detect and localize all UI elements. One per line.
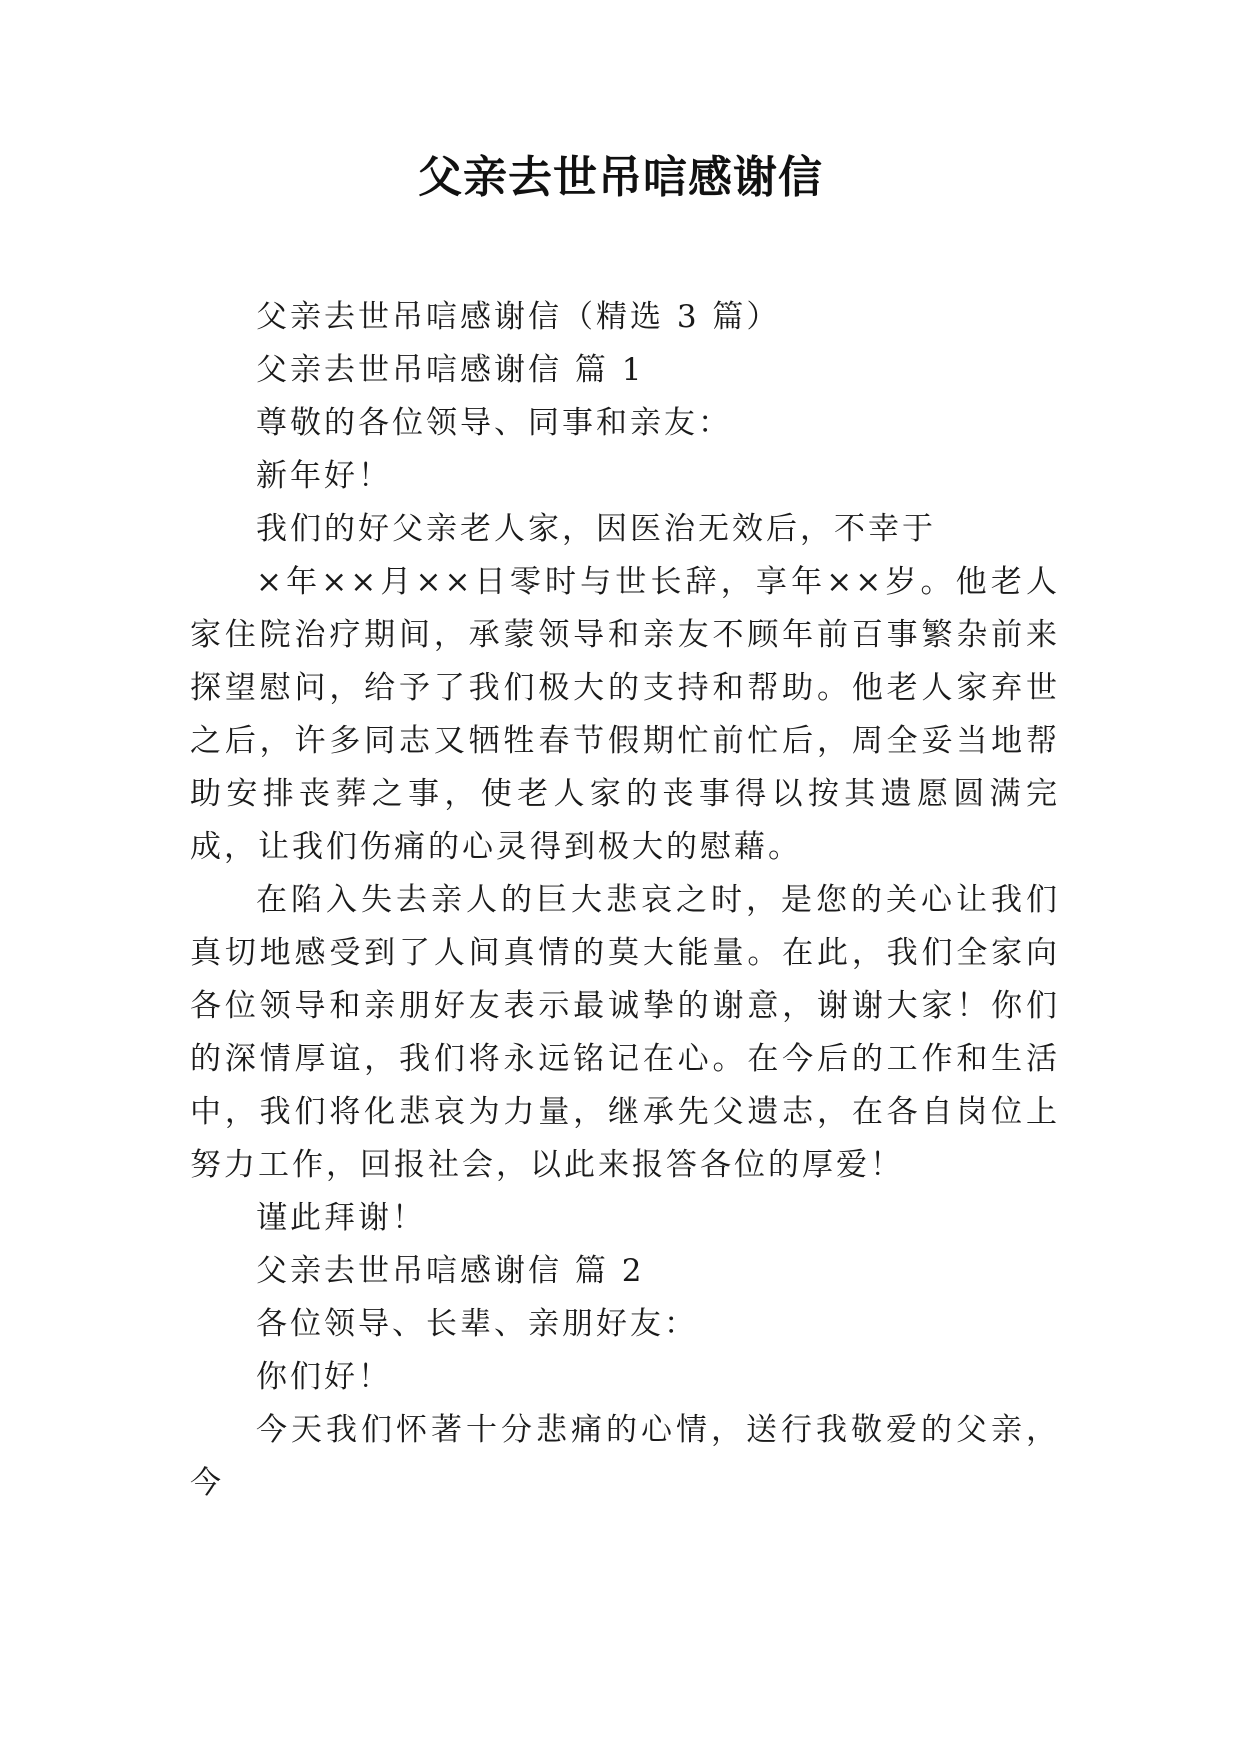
body-paragraph: ×年××月××日零时与世长辞，享年××岁。他老人家住院治疗期间，承蒙领导和亲友不顾年前百事繁杂前来探望慰问，给予了我们极大的支持和帮助。他老人家弃世之后，许多同志又牺牲春节假期忙前忙后，周全妥当地帮助安排丧葬之事，使老人家的丧事得以按其遗愿圆满完成，让我们伤痛的心灵得到极大的慰藉。 xyxy=(190,564,1060,865)
body-paragraph: 今天我们怀著十分悲痛的心情，送行我敬爱的父亲，今 xyxy=(190,1412,1060,1501)
section-heading-2: 父亲去世吊唁感谢信 篇 2 xyxy=(256,1253,645,1289)
salutation-2: 各位领导、长辈、亲朋好友： xyxy=(256,1306,698,1342)
document-title: 父亲去世吊唁感谢信 xyxy=(418,152,823,203)
greeting-2: 你们好！ xyxy=(256,1359,392,1395)
body-paragraph: 我们的好父亲老人家，因医治无效后，不幸于 xyxy=(256,511,936,547)
body-paragraph: 在陷入失去亲人的巨大悲哀之时，是您的关心让我们真切地感受到了人间真情的莫大能量。在此，我们全家向各位领导和亲朋好友表示最诚挚的谢意，谢谢大家！你们的深情厚谊，我们将永远铭记在心。在今后的工作和生活中，我们将化悲哀为力量，继承先父遗志，在各自岗位上努力工作，回报社会，以此来报答各位的厚爱！ xyxy=(190,882,1060,1183)
document-body xyxy=(190,291,1060,1510)
greeting-1: 新年好！ xyxy=(256,458,392,494)
subtitle-selected-count: 父亲去世吊唁感谢信（精选 3 篇） xyxy=(256,299,781,335)
closing-1: 谨此拜谢！ xyxy=(256,1200,426,1236)
salutation-1: 尊敬的各位领导、同事和亲友： xyxy=(256,405,732,441)
section-heading-1: 父亲去世吊唁感谢信 篇 1 xyxy=(256,352,645,388)
